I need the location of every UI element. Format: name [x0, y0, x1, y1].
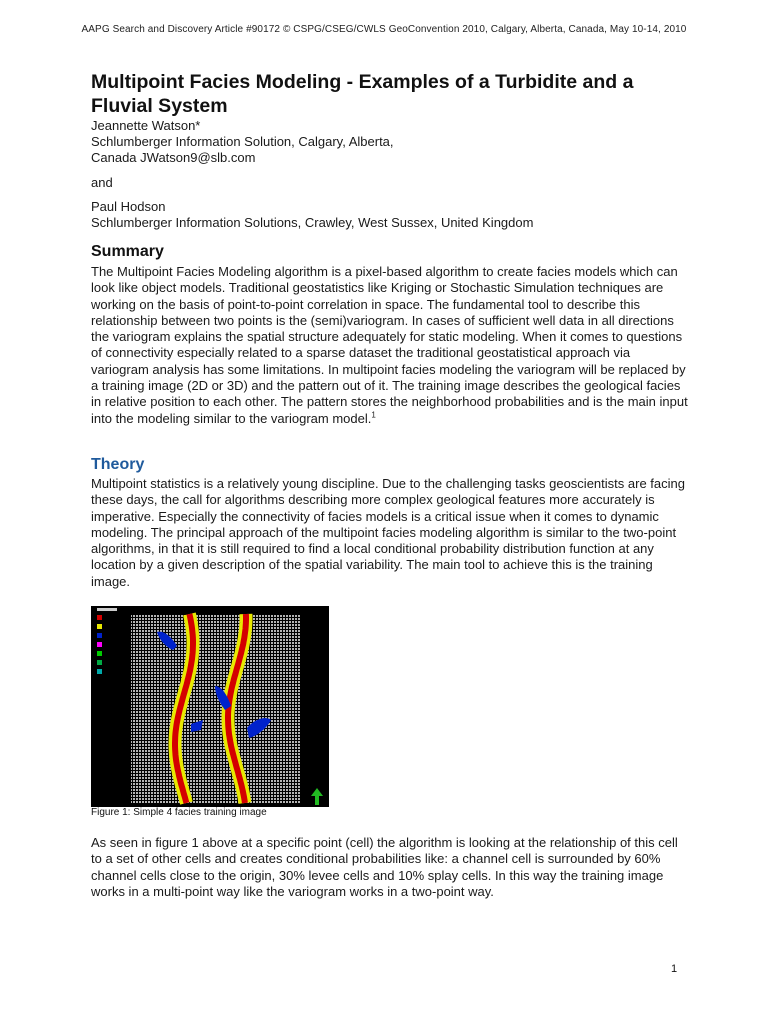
author2-name: Paul Hodson — [91, 199, 166, 214]
page-header: AAPG Search and Discovery Article #90172 © CSPG/CSEG/CWLS GeoConvention 2010, Calgary, Alberta, Canada, May 10-14, 2010 — [81, 24, 687, 35]
training-image-figure — [91, 606, 329, 807]
theory-paragraph: Multipoint statistics is a relatively young discipline. Due to the challenging tasks geoscientists are facing these days, the call for algorithms describing more complex geological features more accurately is imperative. Especially the connectivity of facies models is a critical issue when it comes to dynamic modeling. The principal approach of the multipoint facies modeling algorithm is similar to the two-point algorithms, in that it is still required to find a local conditional probability distribution function at any location by a given description of the spatial variability. The main tool to achieve this is the training image. — [91, 476, 685, 589]
legend-swatch-splay — [97, 633, 102, 638]
summary-heading: Summary — [91, 243, 164, 260]
grid-background — [131, 614, 301, 803]
figure-caption: Figure 1: Simple 4 facies training image — [91, 807, 267, 818]
north-arrow-icon — [311, 788, 323, 805]
paper-title: Multipoint Facies Modeling - Examples of a Turbidite and a Fluvial System — [91, 71, 634, 117]
legend — [97, 608, 117, 674]
author1-name: Jeannette Watson* — [91, 118, 201, 133]
theory-heading: Theory — [91, 456, 145, 473]
summary-text: The Multipoint Facies Modeling algorithm is a pixel-based algorithm to create facies models which can look like object models. Traditional geostatistics like Kriging or Stochastic Simulation techniques are working on the basis of point-to-point correlation in space. The fundamental tool to describe this relationship between two points is the (semi)variogram. In cases of sufficient well data in all directions the variogram explains the spatial structure adequately for static modeling. When it comes to questions of connectivity especially related to a sparse dataset the traditional geostatistical approach via variogram analysis has some limitations. In multipoint facies modeling the variogram will be replaced by a training image (2D or 3D) and the pattern out of it. The training image describes the geological facies in relative position to each other. The pattern stores the neighborhood probabilities and is the main input into the modeling similar to the variogram model. — [91, 264, 688, 426]
author1-affiliation-line2: Canada JWatson9@slb.com — [91, 150, 256, 165]
legend-swatch-levee — [97, 624, 102, 629]
author2-affiliation: Schlumberger Information Solutions, Crawley, West Sussex, United Kingdom — [91, 215, 534, 230]
author-conjunction: and — [91, 175, 113, 190]
training-image-graphic — [91, 606, 329, 807]
legend-swatch-channel — [97, 615, 102, 620]
summary-paragraph — [91, 264, 691, 427]
page-number: 1 — [671, 963, 678, 975]
footnote-marker: 1 — [371, 410, 376, 420]
figure-discussion-paragraph: As seen in figure 1 above at a specific point (cell) the algorithm is looking at the relationship of this cell to a set of other cells and creates conditional probabilities like: a channel cell is surrounded by 60% channel cells close to the origin, 30% levee cells and 10% splay cells. In this way the training image works in a multi-point way like the variogram works in a two-point way. — [91, 835, 678, 899]
author1-affiliation-line1: Schlumberger Information Solution, Calgary, Alberta, — [91, 134, 394, 149]
